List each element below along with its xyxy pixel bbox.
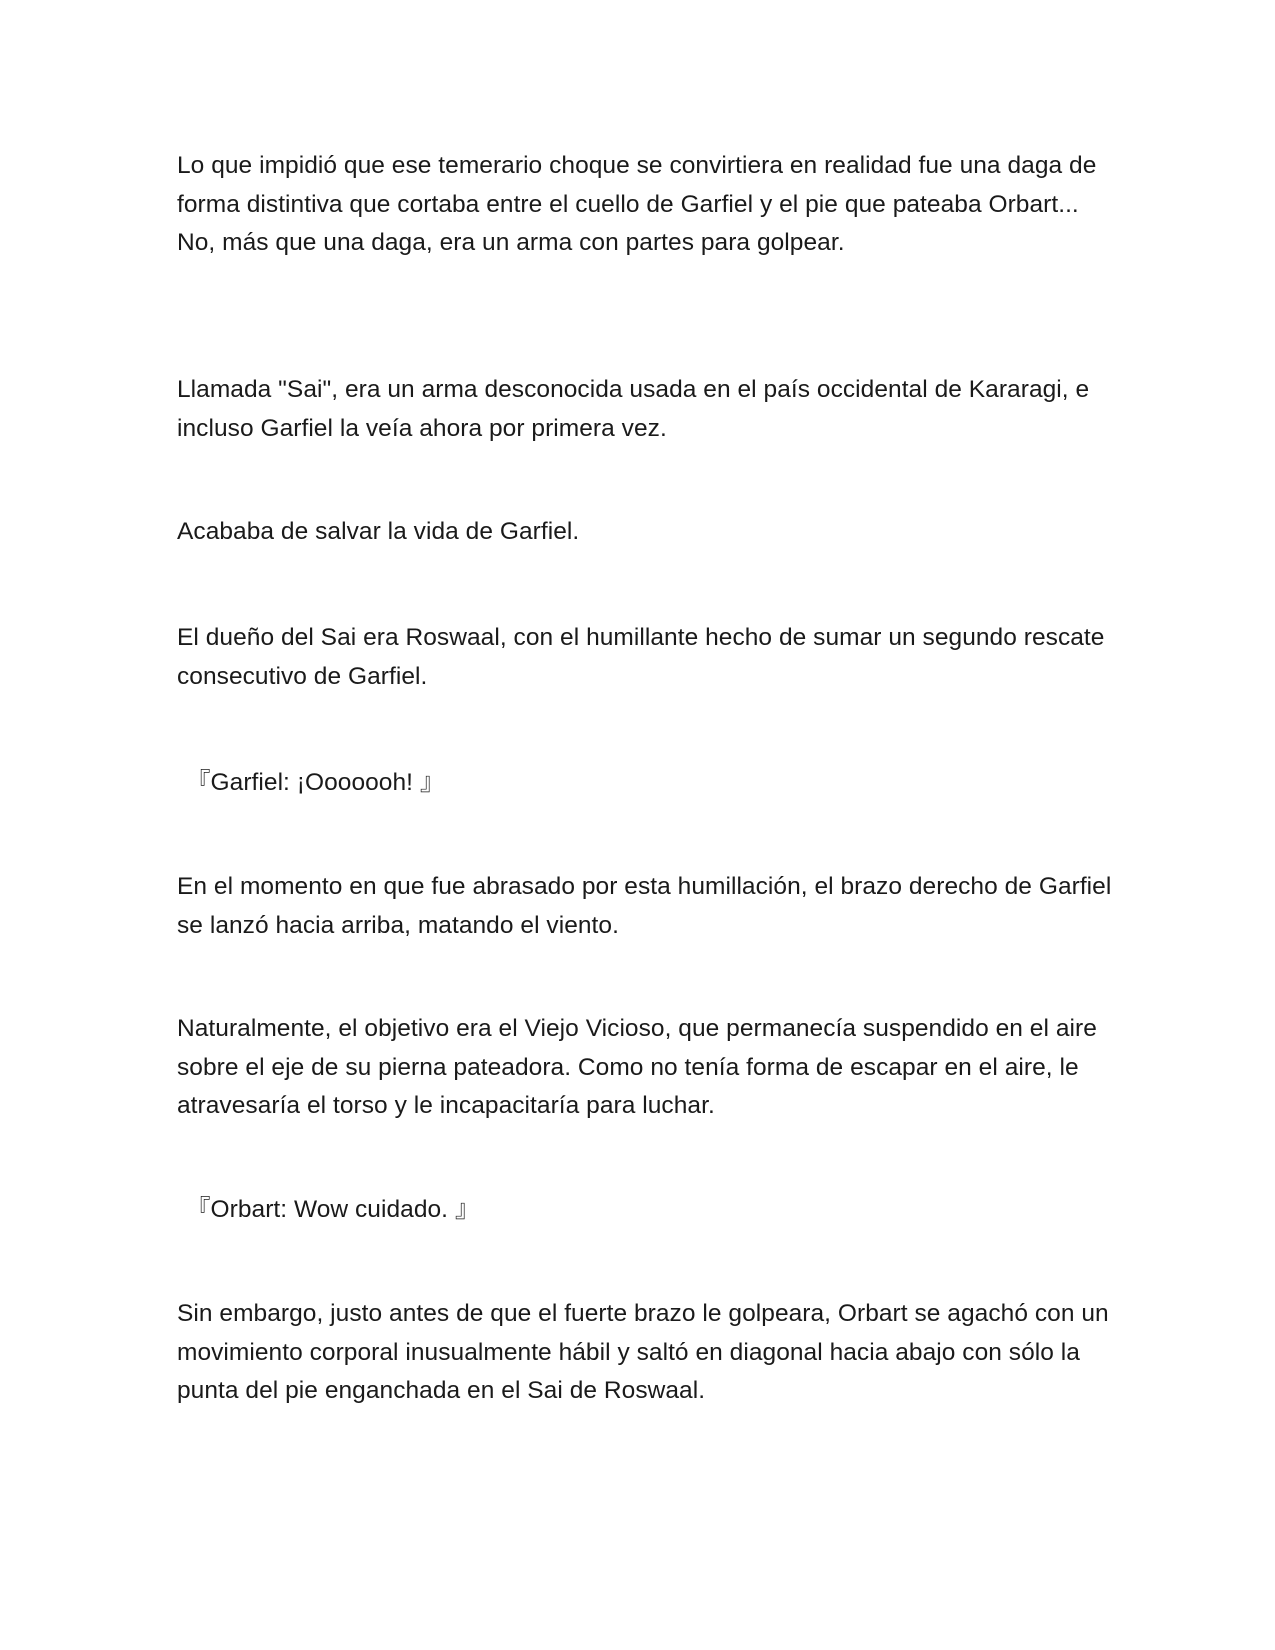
dialogue-garfiel: 『Garfiel: ¡Ooooooh! 』 <box>186 769 445 796</box>
paragraph-sai-origin: Llamada "Sai", era un arma desconocida usada en el país occidental de Kararagi, e incluso Garfiel la veía ahora por primera vez. <box>177 376 1090 442</box>
paragraph-objective: Naturalmente, el objetivo era el Viejo Vicioso, que permanecía suspendido en el aire sobre el eje de su pierna pateadora. Como no tenía forma de escapar en el aire, le atravesaría el torso y le incapacitaría para luchar. <box>177 1015 1097 1119</box>
paragraph-saved-life: Acababa de salvar la vida de Garfiel. <box>177 518 580 545</box>
paragraph-orbart-dodge: Sin embargo, justo antes de que el fuerte brazo le golpeara, Orbart se agachó con un movimiento corporal inusualmente hábil y saltó en diagonal hacia abajo con sólo la punta del pie enganchada en el Sai de Roswaal. <box>177 1300 1109 1404</box>
paragraph-sai-owner: El dueño del Sai era Roswaal, con el humillante hecho de sumar un segundo rescate consecutivo de Garfiel. <box>177 624 1105 690</box>
dialogue-orbart: 『Orbart: Wow cuidado. 』 <box>186 1196 480 1223</box>
paragraph-sai-intro: Lo que impidió que ese temerario choque se convirtiera en realidad fue una daga de forma distintiva que cortaba entre el cuello de Garfiel y el pie que pateaba Orbart... No, más que una daga, era un arma con partes para golpear. <box>177 152 1097 256</box>
paragraph-right-arm: En el momento en que fue abrasado por esta humillación, el brazo derecho de Garfiel se lanzó hacia arriba, matando el viento. <box>177 873 1112 939</box>
